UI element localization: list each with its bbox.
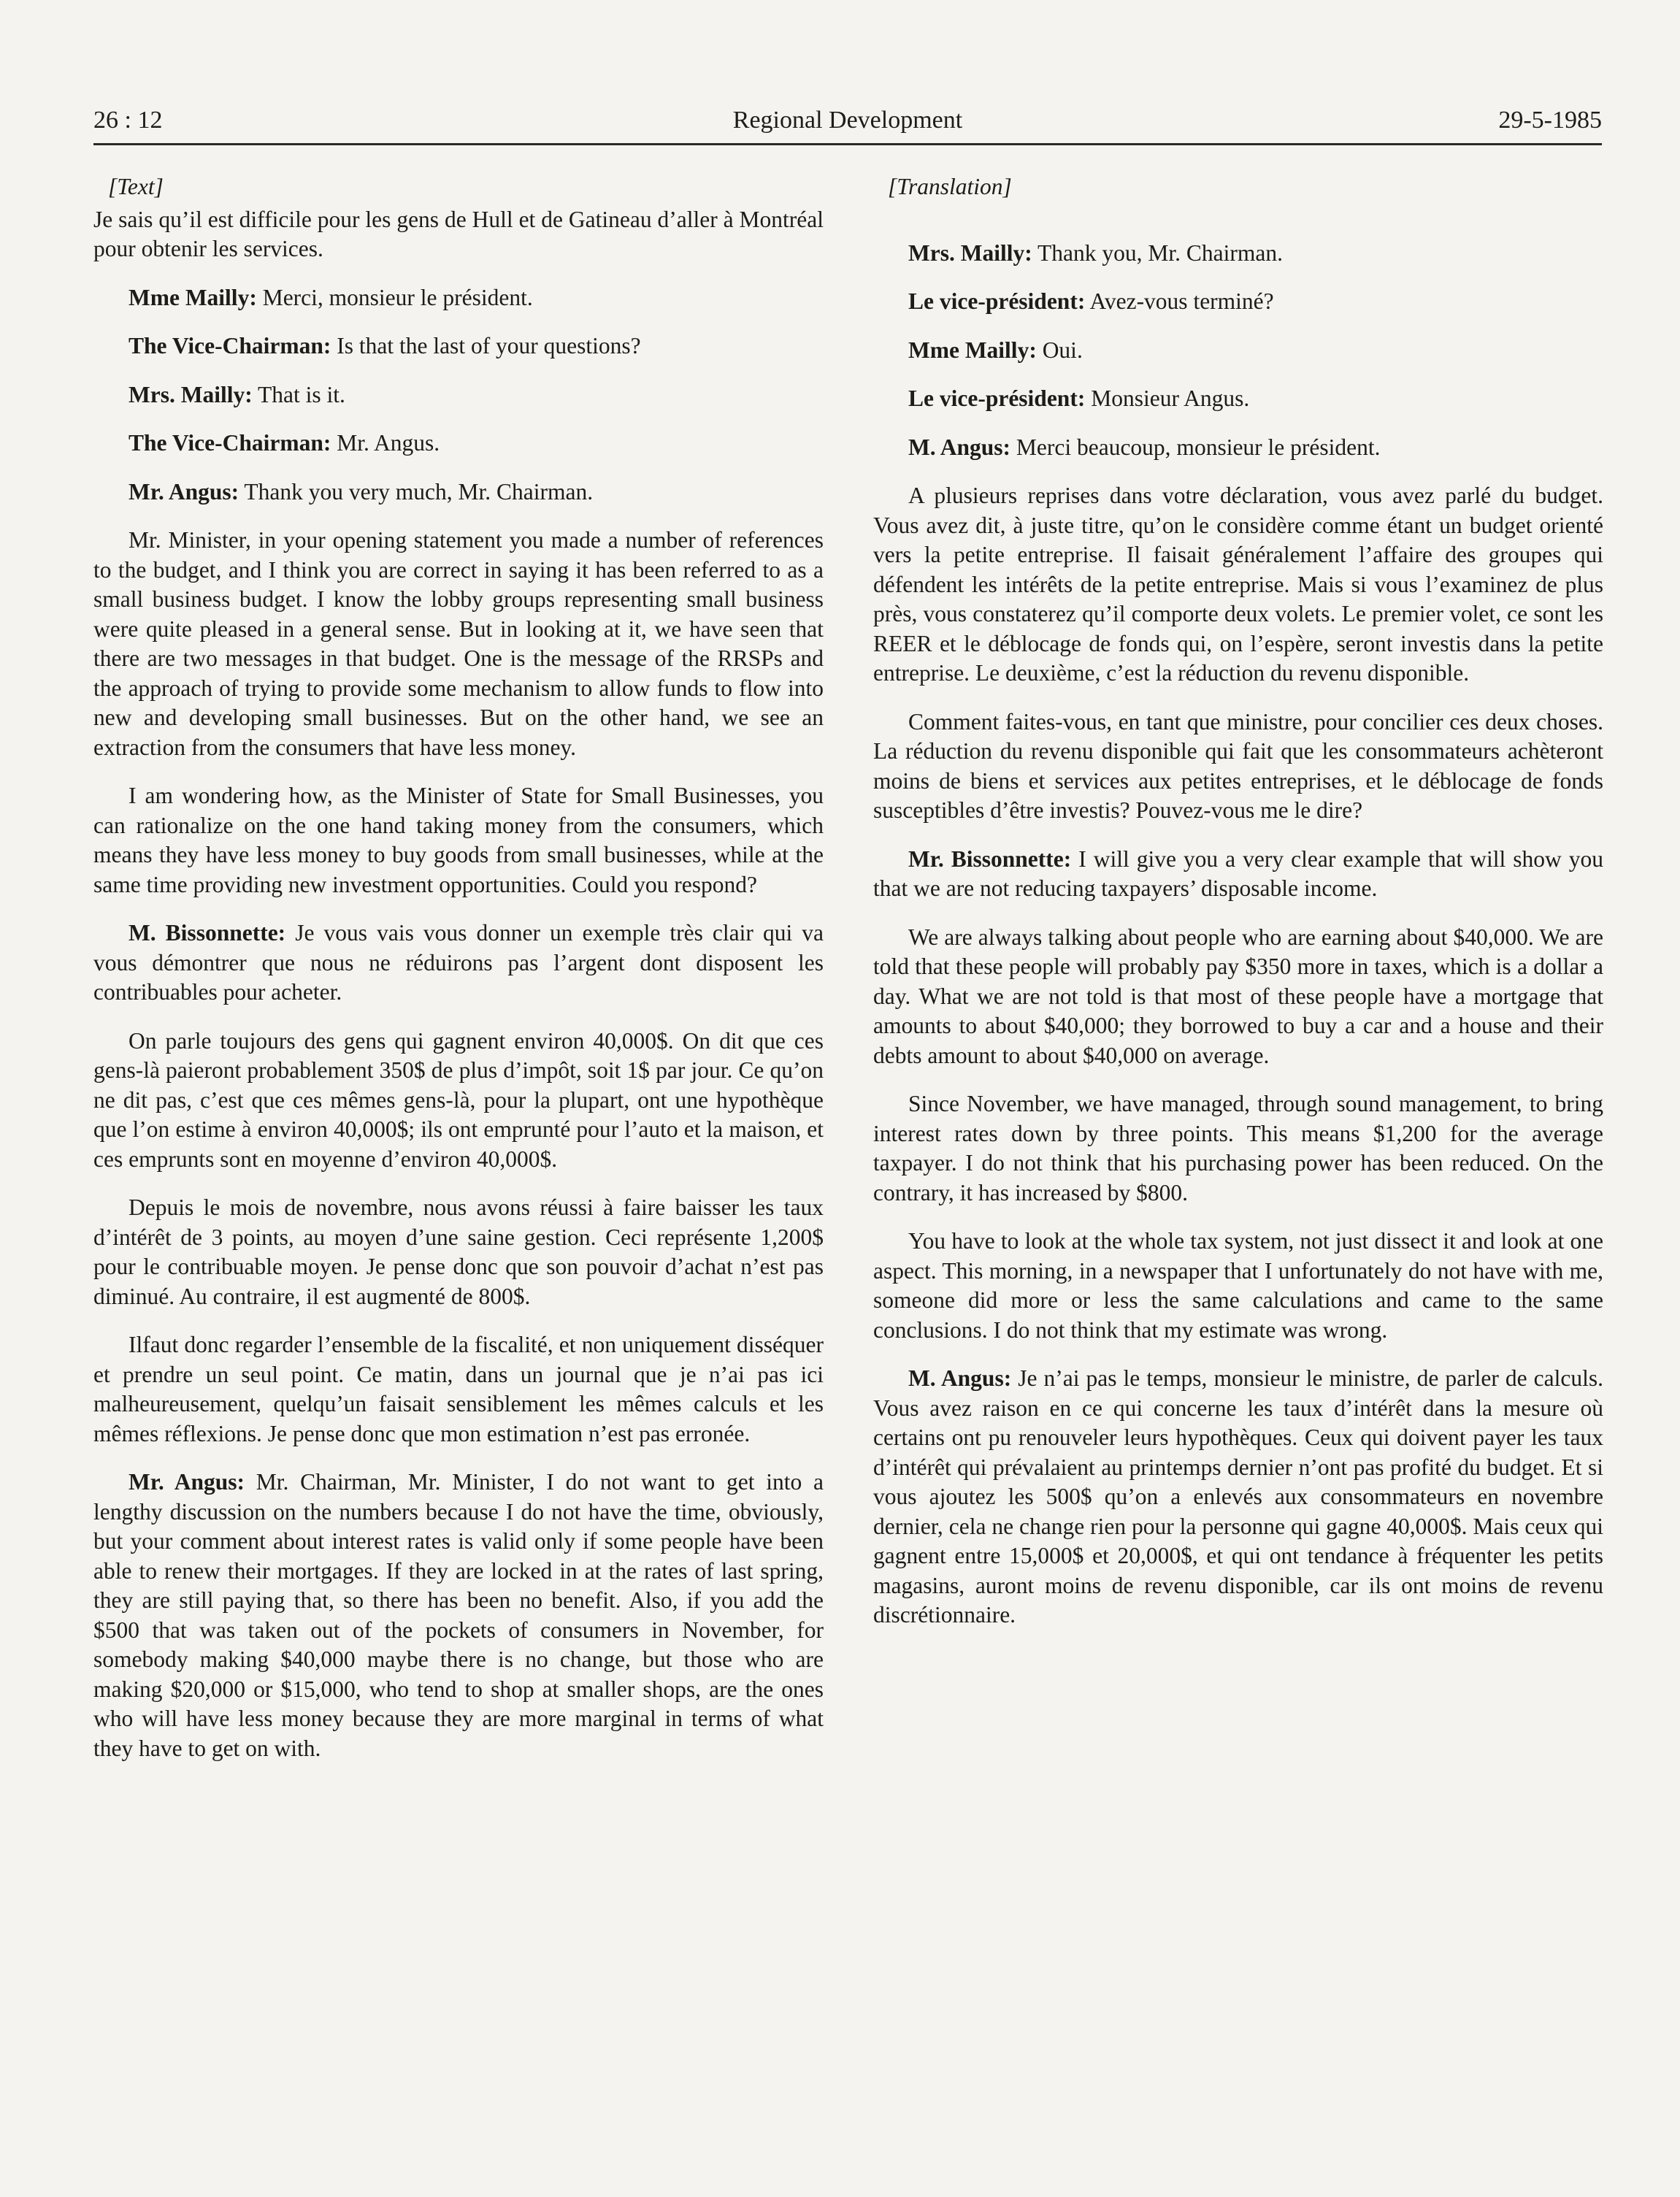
paragraph xyxy=(93,205,824,264)
paragraph-text: We are always talking about people who are earning about $40,000. We are told that these people will probably pay $350 more in taxes, which is a dollar a day. What we are not told is that most of these people have a mortgage that amounts to about $40,000; they borrowed to buy a car and a house and their debts amount to about $40,000 on average. xyxy=(873,924,1603,1068)
paragraph-text: A plusieurs reprises dans votre déclaration, vous avez parlé du budget. Vous avez dit, à juste titre, qu’on le considère comme étant un budget orienté vers la petite entreprise. Il faisait généralement l’affaire des groupes qui défendent les intérêts de la petite entreprise. Mais si vous l’examinez de plus près, vous constaterez qu’il comporte deux volets. Le premier volet, ce sont les REER et le déblocage de fonds qui, on l’espère, seront investis dans la petite entreprise. Le deuxième, c’est la réduction du revenu disponible. xyxy=(873,483,1603,686)
paragraph-text: Merci, monsieur le président. xyxy=(256,284,533,310)
paragraph xyxy=(873,1227,1603,1345)
paragraph-text: Mr. Angus. xyxy=(331,430,440,456)
paragraph xyxy=(93,1330,824,1449)
paragraph-text: Is that the last of your questions? xyxy=(331,333,641,359)
left-column xyxy=(93,172,824,1782)
paragraph-text: Je vous vais vous donner un exemple très clair qui va vous démontrer que nous ne réduirons pas l’argent dont disposent les contribuables pour acheter. xyxy=(93,920,824,1005)
speaker-paragraph xyxy=(93,478,824,507)
section-label xyxy=(93,172,824,202)
speaker-paragraph xyxy=(93,919,824,1008)
speaker-name: The Vice-Chairman: xyxy=(129,333,331,359)
speaker-name: Mme Mailly: xyxy=(908,337,1037,363)
paragraph-text: Oui. xyxy=(1036,337,1083,363)
speaker-name: Mr. Angus: xyxy=(129,1469,245,1495)
speaker-name: M. Angus: xyxy=(908,1365,1012,1391)
paragraph-text: Ilfaut donc regarder l’ensemble de la fiscalité, et non uniquement disséquer et prendre un seul point. Ce matin, dans un journal que je n’ai pas ici malheureusement, quelqu’un faisait sensiblement les mêmes calculs et les mêmes réflexions. Je pense donc que mon estimation n’est pas erronée. xyxy=(93,1332,824,1446)
paragraph-text: I will give you a very clear example that will show you that we are not reducing taxpayers’ disposable income. xyxy=(873,846,1603,901)
speaker-name: Mrs. Mailly: xyxy=(129,381,253,407)
paragraph-text: Comment faites-vous, en tant que ministre, pour concilier ces deux choses. La réduction du revenu disponible qui fait que les consommateurs achèteront moins de biens et services aux petites entreprises, et le déblocage de fonds susceptibles d’être investis? Pouvez-vous me le dire? xyxy=(873,708,1603,823)
paragraph-text: Mr. Minister, in your opening statement you made a number of references to the budget, and I think you are correct in saying it has been referred to as a small business budget. I know the lobby groups representing small business were quite pleased in a general sense. But in looking at it, we have seen that there are two messages in that budget. One is the message of the RRSPs and the approach of trying to provide some mechanism to allow funds to flow into new and developing small businesses. But on the other hand, we see an extraction from the consumers that have less money. xyxy=(93,527,824,760)
speaker-name: M. Bissonnette: xyxy=(129,920,286,946)
speaker-paragraph xyxy=(873,433,1603,463)
speaker-name: Le vice-président: xyxy=(908,288,1086,314)
paragraph-text: Je n’ai pas le temps, monsieur le ministre, de parler de calculs. Vous avez raison en ce qui concerne les taux d’intérêt dans la mesure où certains ont pu renouveler leurs hypothèques. Ceux qui doivent payer les taux d’intérêt qui prévalaient au printemps dernier n’ont pas profité du budget. Et si vous ajoutez les 500$ qu’on a enlevés aux consommateurs en novembre dernier, cela ne change rien pour la personne qui gagne 40,000$. Mais ceux qui gagnent entre 15,000$ et 20,000$, et qui ont tendance à fréquenter les petits magasins, auront moins de revenu disponible, car ils ont moins de revenu discrétionnaire. xyxy=(873,1365,1604,1627)
speaker-paragraph xyxy=(873,336,1603,366)
speaker-name: Le vice-président: xyxy=(908,386,1086,411)
speaker-paragraph xyxy=(873,239,1603,269)
paragraph xyxy=(873,923,1603,1071)
speaker-paragraph xyxy=(93,331,824,361)
page-date: 29-5-1985 xyxy=(1498,107,1602,134)
speaker-name: Mrs. Mailly: xyxy=(908,239,1032,266)
speaker-paragraph xyxy=(873,1364,1603,1630)
page-header xyxy=(93,101,1602,145)
speaker-paragraph xyxy=(873,287,1603,317)
speaker-paragraph xyxy=(93,380,824,410)
paragraph-text: Thank you, Mr. Chairman. xyxy=(1032,239,1283,266)
paragraph xyxy=(873,481,1603,689)
paragraph-text: That is it. xyxy=(252,381,345,407)
paragraph xyxy=(93,781,824,900)
section-label-text: [Text] xyxy=(108,174,164,199)
running-title: Regional Development xyxy=(732,107,963,134)
speaker-name: M. Angus: xyxy=(908,434,1011,460)
paragraph-text: Je sais qu’il est difficile pour les gens de Hull et de Gatineau d’aller à Montréal pour obtenir les services. xyxy=(93,206,824,261)
paragraph-text: On parle toujours des gens qui gagnent environ 40,000$. On dit que ces gens-là paieront probablement 350$ de plus d’impôt, soit 1$ par jour. Ce qu’on ne dit pas, c’est que ces mêmes gens-là, pour la plupart, ont une hypothèque que l’on estime à environ 40,000$; ils ont emprunté pour l’auto et la maison, et ces emprunts sont en moyenne d’environ 40,000$. xyxy=(93,1027,824,1172)
right-column xyxy=(873,172,1603,1649)
page-number: 26 : 12 xyxy=(93,107,163,134)
paragraph xyxy=(873,708,1603,826)
paragraph-text: Thank you very much, Mr. Chairman. xyxy=(239,478,594,505)
speaker-name: Mr. Bissonnette: xyxy=(908,846,1072,872)
paragraph-text: Merci beaucoup, monsieur le président. xyxy=(1010,434,1381,460)
speaker-name: Mr. Angus: xyxy=(129,478,239,505)
speaker-paragraph xyxy=(93,1468,824,1763)
paragraph xyxy=(873,1089,1603,1208)
paragraph-text: I am wondering how, as the Minister of State for Small Businesses, you can rationalize on the one hand taking money from the consumers, which means they have less money to buy goods from small businesses, while at the same time providing new investment opportunities. Could you respond? xyxy=(93,783,824,897)
speaker-paragraph xyxy=(93,429,824,459)
paragraph-text: Since November, we have managed, through sound management, to bring interest rates down by three points. This means $1,200 for the average taxpayer. I do not think that his purchasing power has been reduced. On the contrary, it has increased by $800. xyxy=(873,1091,1603,1205)
speaker-paragraph xyxy=(873,845,1603,904)
paragraph-text: Avez-vous terminé? xyxy=(1085,288,1274,314)
paragraph-text: Monsieur Angus. xyxy=(1085,386,1250,411)
paragraph xyxy=(93,1027,824,1175)
paragraph-text: Mr. Chairman, Mr. Minister, I do not want to get into a lengthy discussion on the numbers because I do not have the time, obviously, but your comment about interest rates is valid only if some people have been able to renew their mortgages. If they are locked in at the rates of last spring, they are still paying that, so there has been no benefit. Also, if you add the $500 that was taken out of the pockets of consumers in November, for somebody making $40,000 maybe there is no change, but those who are making $20,000 or $15,000, who tend to shop at smaller shops, are the ones who will have less money because they are more marginal in terms of what they have to get on with. xyxy=(93,1469,824,1761)
speaker-name: The Vice-Chairman: xyxy=(129,430,331,456)
paragraph-text: You have to look at the whole tax system, not just dissect it and look at one aspect. This morning, in a newspaper that I unfortunately do not have with me, someone did more or less the same calculations and came to the same conclusions. I do not think that my estimate was wrong. xyxy=(873,1228,1603,1343)
section-label-text: [Translation] xyxy=(888,174,1012,199)
paragraph xyxy=(93,526,824,762)
section-label xyxy=(873,172,1603,202)
paragraph-text: Depuis le mois de novembre, nous avons réussi à faire baisser les taux d’intérêt de 3 points, au moyen d’une saine gestion. Ceci représente 1,200$ pour le contribuable moyen. Je pense donc que son pouvoir d’achat n’est pas diminué. Au contraire, il est augmenté de 800$. xyxy=(93,1195,824,1309)
paragraph xyxy=(93,1193,824,1311)
speaker-paragraph xyxy=(93,283,824,313)
speaker-paragraph xyxy=(873,384,1603,414)
speaker-name: Mme Mailly: xyxy=(129,284,257,310)
